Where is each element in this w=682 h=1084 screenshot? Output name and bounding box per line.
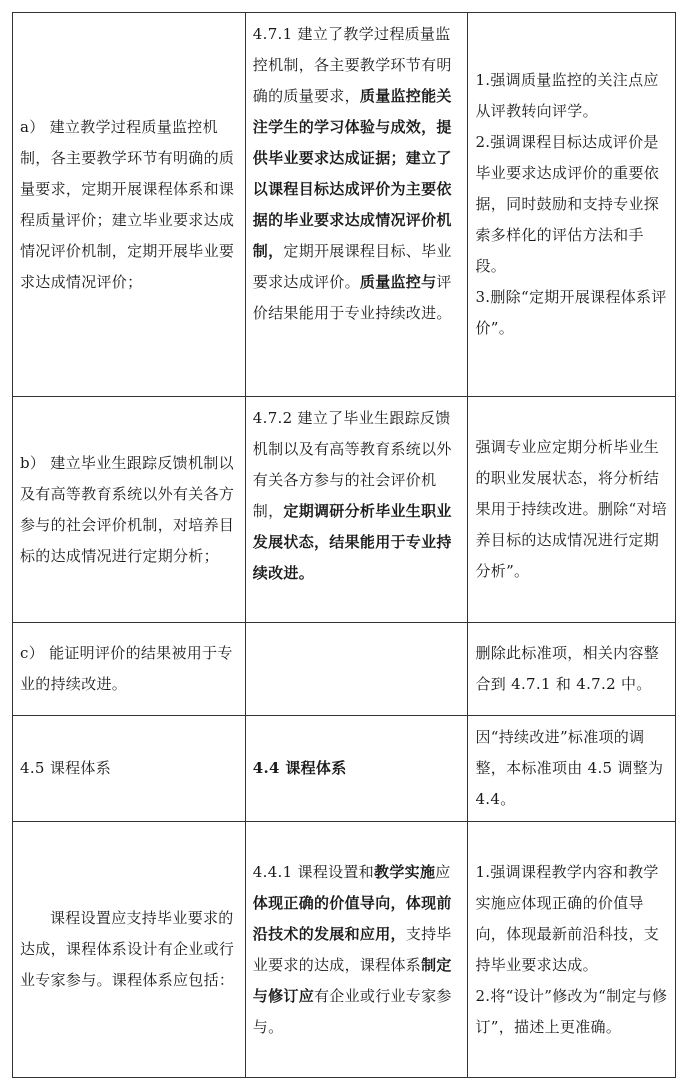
- new-text-segment-bold: 质量监控与: [359, 273, 437, 291]
- table-row: [13, 397, 676, 623]
- new-section-heading: [245, 716, 468, 822]
- revision-note: 2.强调课程目标达成评价是毕业要求达成评价的重要依据，同时鼓励和支持专业探索多样化的评估方法和手段。: [475, 133, 660, 275]
- revision-note: 删除此标准项，相关内容整合到 4.7.1 和 4.7.2 中。: [475, 644, 660, 693]
- revision-notes-cell: [468, 716, 676, 822]
- standards-comparison-table: [12, 12, 676, 1078]
- new-text-segment: 支持毕业要求的达成，课程体系: [252, 924, 452, 974]
- new-text-segment: 应: [435, 862, 451, 881]
- new-text-segment-bold: 定期调研分析毕业生职业发展状态，结果能用于专业持续改进。: [252, 502, 452, 582]
- revision-note: 1.强调课程教学内容和教学实施应体现正确的价值导向，体现最新前沿科技，支持毕业要求达成。: [475, 862, 660, 974]
- new-text-segment: 4.7.2 建立了毕业生跟踪反馈机制以及有高等教育系统以外有关各方参与的社会评价机制，: [252, 409, 452, 520]
- table-row: [13, 623, 676, 716]
- old-standard-cell: 课程设置应支持毕业要求的达成，课程体系设计有企业或行业专家参与。课程体系应包括：: [13, 822, 246, 1078]
- new-standard-cell-empty: [245, 623, 468, 716]
- new-text-segment: 4.7.1 建立了教学过程质量监控机制，各主要教学环节有明确的质量要求，: [252, 25, 452, 105]
- new-standard-cell: [245, 822, 468, 1078]
- table-row: [13, 716, 676, 822]
- new-text-segment: 评价结果能用于专业持续改进。: [252, 273, 452, 322]
- revision-notes-cell: [468, 13, 676, 397]
- revision-notes-cell: [468, 623, 676, 716]
- revision-notes-cell: [468, 397, 676, 623]
- new-standard-cell: [245, 13, 468, 397]
- new-text-segment-bold: 制定与修订应: [252, 955, 452, 1005]
- new-text-segment-bold: 4.4 课程体系: [252, 759, 347, 777]
- old-section-heading: 4.5 课程体系: [13, 716, 246, 822]
- new-text-segment-bold: 体现正确的价值导向，体现前沿技术的发展和应用，: [252, 893, 452, 943]
- new-text-segment: 定期开展课程目标、毕业要求达成评价。: [252, 242, 452, 291]
- new-text-segment-bold: 质量监控能关注学生的学习体验与成效，提供毕业要求达成证据；建立了以课程目标达成评价为主要依据的毕业要求达成情况评价机制，: [252, 87, 452, 260]
- new-text-segment: 4.4.1 课程设置和: [252, 862, 375, 881]
- revision-notes-cell: [468, 822, 676, 1078]
- old-standard-cell: c） 能证明评价的结果被用于专业的持续改进。: [13, 623, 246, 716]
- table-row: [13, 13, 676, 397]
- old-standard-cell: a） 建立教学过程质量监控机制，各主要教学环节有明确的质量要求，定期开展课程体系和课程质量评价；建立毕业要求达成情况评价机制，定期开展毕业要求达成情况评价；: [13, 13, 246, 397]
- revision-note: 2.将“设计”修改为“制定与修订”，描述上更准确。: [475, 986, 668, 1036]
- new-standard-cell: [245, 397, 468, 623]
- revision-note: 3.删除“定期开展课程体系评价”。: [475, 288, 667, 337]
- table-row: [13, 822, 676, 1078]
- new-text-segment-bold: 教学实施: [374, 862, 436, 881]
- revision-note: 1.强调质量监控的关注点应从评教转向评学。: [475, 71, 659, 120]
- revision-note: 因“持续改进”标准项的调整，本标准项由 4.5 调整为 4.4。: [475, 728, 664, 808]
- new-text-segment: 有企业或行业专家参与。: [252, 986, 452, 1036]
- old-standard-cell: b） 建立毕业生跟踪反馈机制以及有高等教育系统以外有关各方参与的社会评价机制，对培养目标的达成情况进行定期分析；: [13, 397, 246, 623]
- revision-note: 强调专业应定期分析毕业生的职业发展状态，将分析结果用于持续改进。删除“对培养目标的达成情况进行定期分析”。: [475, 438, 668, 580]
